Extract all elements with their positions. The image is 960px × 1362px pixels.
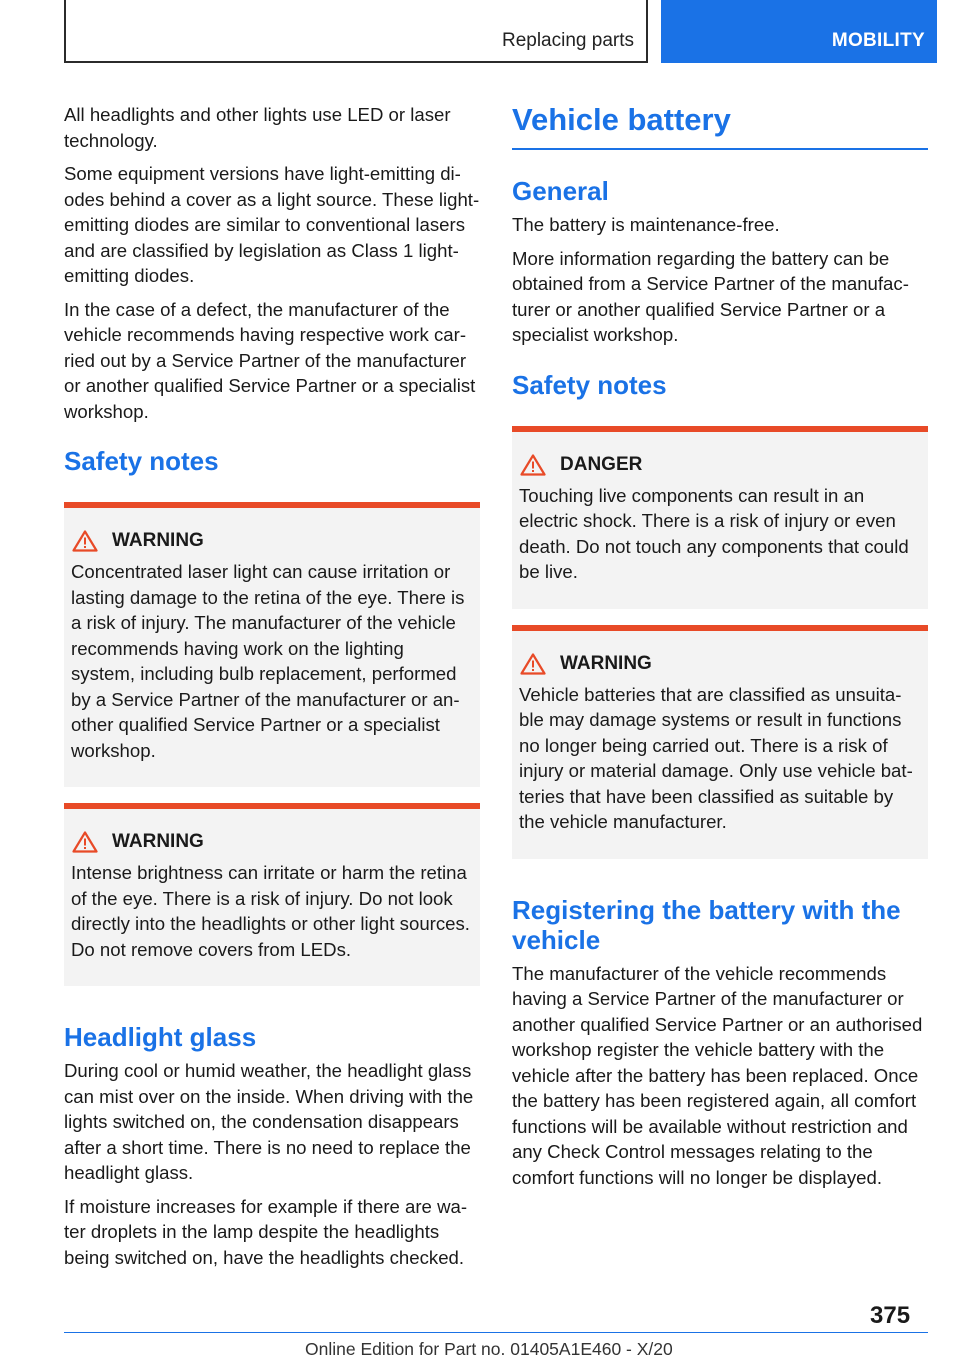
warning-text: Concentrated laser light can cause irritation or lasting damage to the retina of the eye. There is a risk of injury. The manufacturer of the vehicle recommends having work on the lighting system, including bulb replacement, performed by a Service Partner of the manufacturer or another qualified Service Partner or a specialist workshop. (71, 561, 465, 761)
safety-notes-heading: Safety notes (64, 446, 219, 476)
warning-box (64, 502, 480, 787)
right-column (512, 102, 928, 1198)
footer-edition: Online Edition for Part no. 01405A1E460 - X/20 (305, 1339, 673, 1359)
danger-text: Touching live components can result in an electric shock. There is a risk of injury or even death. Do not touch any components that could be live. (519, 484, 909, 582)
warning-triangle-icon (520, 653, 546, 675)
body-paragraph: More information regarding the battery can be obtained from a Service Partner of the manufacturer or another qualified Service Partner or a specialist workshop. (512, 247, 909, 345)
warning-text: Vehicle batteries that are classified as unsuitable may damage systems or result in functions no longer being carried out. There is a risk of injury or material damage. Only use vehicle batteries that have been classified as suitable by the vehicle manufacturer. (519, 683, 913, 832)
registering-battery-heading: Registering the battery with the vehicle (512, 894, 901, 955)
page-number: 375 (870, 1302, 911, 1329)
warning-box (512, 625, 928, 859)
general-heading: General (512, 176, 609, 206)
warning-triangle-icon (72, 831, 98, 853)
body-paragraph: During cool or humid weather, the headlight glass can mist over on the inside. When driving with the lights switched on, the condensation disappears after a short time. There is no need to replace the headlight glass. (64, 1060, 474, 1183)
header-chapter-tab (661, 0, 937, 63)
warning-triangle-icon (520, 454, 546, 476)
warning-title: WARNING (560, 652, 652, 674)
body-paragraph: The battery is maintenance-free. (512, 214, 780, 235)
danger-box (512, 426, 928, 609)
footer-divider (64, 1332, 928, 1333)
body-paragraph: If moisture increases for example if there are water droplets in the lamp despite the headlights being switched on, have the headlights checked. (64, 1195, 468, 1268)
warning-box (64, 803, 480, 986)
header-chapter-label: MOBILITY (831, 30, 925, 51)
headlight-glass-heading: Headlight glass (64, 1022, 257, 1052)
intro-paragraph: All headlights and other lights use LED or laser technology. (64, 104, 451, 151)
warning-title: WARNING (112, 831, 204, 852)
warning-title: WARNING (112, 530, 204, 551)
body-paragraph: The manufacturer of the vehicle recommends having a Service Partner of the manufacturer or another qualified Service Partner or an authorised workshop register the vehicle battery with the vehicle after the battery has been replaced. Once the battery has been registered again, all comfort functions will be available without restriction and any Check Control messages relating to the comfort functions will no longer be displayed. (512, 962, 923, 1188)
safety-notes-heading: Safety notes (512, 369, 667, 400)
danger-title: DANGER (560, 453, 643, 475)
intro-paragraph: Some equipment versions have light-emitting diodes behind a cover as a light source. These light-emitting diodes are similar to conventional lasers and are classified by legislation as Class 1 light-emitting diodes. (64, 163, 480, 286)
header-section-tab (64, 0, 648, 63)
vehicle-battery-heading: Vehicle battery (512, 102, 928, 150)
left-column (64, 102, 480, 1278)
warning-text: Intense brightness can irritate or harm the retina of the eye. There is a risk of injury. Do not look directly into the headlights or other light sources. Do not remove covers from LEDs. (71, 862, 470, 960)
header-section-label: Replacing parts (501, 30, 634, 51)
intro-paragraph: In the case of a defect, the manufacturer of the vehicle recommends having respective work carried out by a Service Partner of the manufacturer or another qualified Service Partner or a specialist workshop. (64, 298, 476, 422)
warning-triangle-icon (72, 530, 98, 552)
